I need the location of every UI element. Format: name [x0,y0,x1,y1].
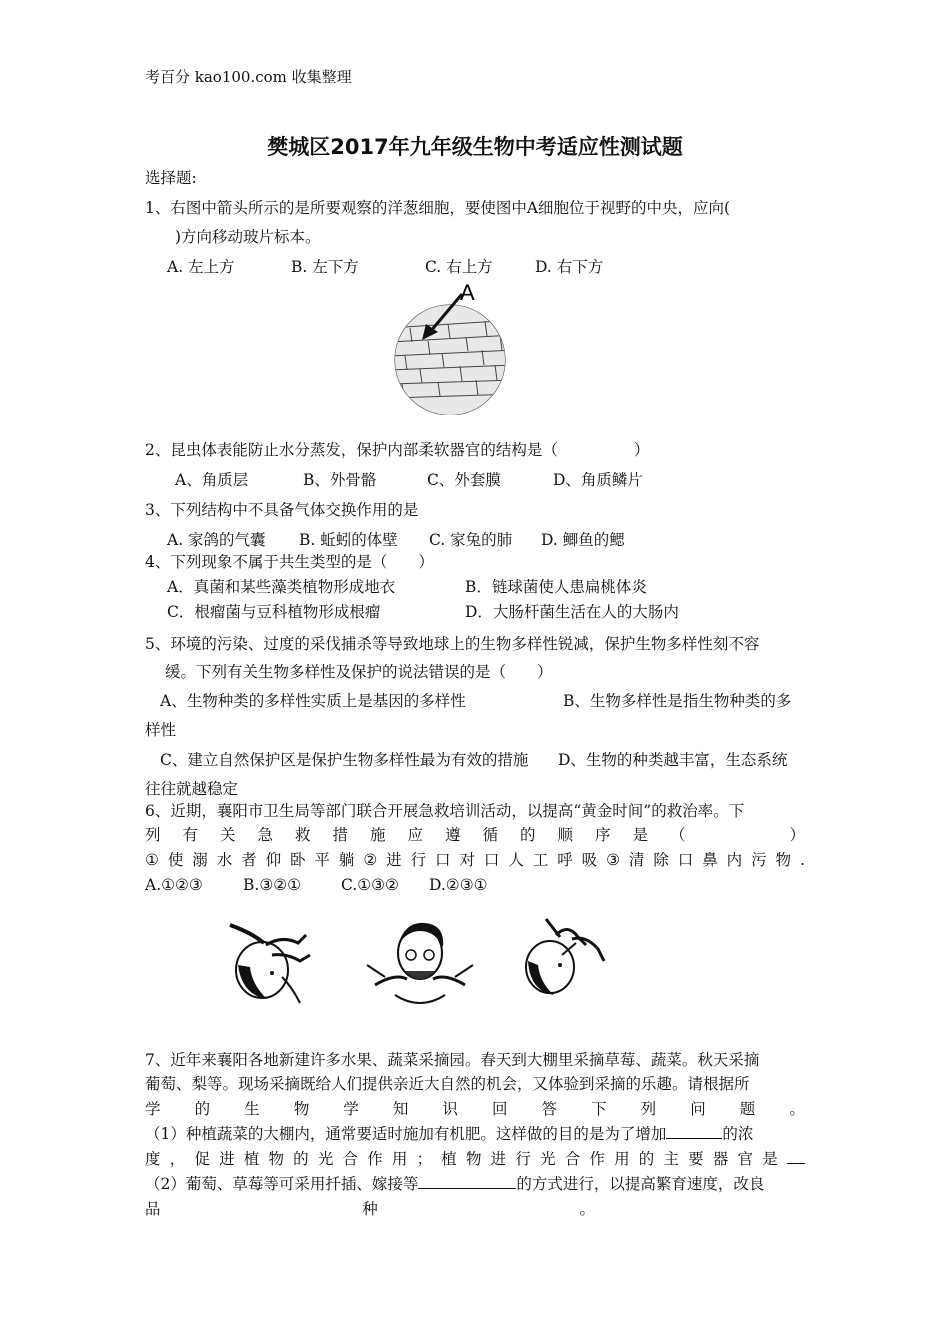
q7-l3-w: 学 [145,1100,161,1118]
q2-options [175,470,643,490]
q6-l3-w: 水 [216,851,233,869]
q6-l2-w: 是 [632,826,649,844]
q5-option-d-line2: 往往就越稳定 [145,780,239,798]
q6-l3-w: 人 [508,851,524,869]
q6-l3-w: 物 [775,851,792,869]
q3-option-b: B. 蚯蚓的体壁 [299,531,398,549]
q7-l5-w: 进 [490,1150,507,1168]
q6-l3-w: 者 [241,851,257,869]
onion-cell-figure [390,280,515,415]
q7-l5-w: 合 [564,1150,581,1168]
page-title: 樊城区2017年九年级生物中考适应性测试题 [267,135,683,159]
q7-l3-w: 问 [690,1100,706,1118]
q2-option-a: A、角质层 [175,471,249,489]
q7-l5-w: 器 [712,1150,729,1168]
q5-option-c: C、建立自然保护区是保护生物多样性最为有效的措施 [160,751,529,769]
q5-option-b-line1: B、生物多样性是指生物种类的多 [563,692,792,710]
first-aid-figure-3 [516,915,608,1007]
q1-stem-line1: 1、右图中箭头所示的是所要观察的洋葱细胞，要使图中A细胞位于视野的中央，应向( [145,199,731,217]
q6-l3-w: 清 [628,851,645,869]
q6-option-a: A.①②③ [145,876,203,894]
q7-l3-w: 下 [591,1100,607,1118]
q6-l3-w: 口 [677,851,694,869]
q7-part2-text-a: （2）葡萄、草莓等可采用扦插、嫁接等 [145,1175,419,1193]
q7-l3-w: 列 [640,1100,657,1118]
q6-l2-w: 遵 [445,826,461,844]
q2-option-d: D、角质鳞片 [553,471,643,489]
q1-options [167,257,603,277]
q7-part1-line1 [145,1124,753,1144]
q7-part2-line1 [145,1174,764,1194]
q7-l5-w: 物 [465,1150,482,1168]
q7-l5-w: ； [416,1150,433,1168]
q1-option-a: A. 左上方 [167,258,235,276]
q6-option-d: D.②③① [429,876,488,894]
q2-stem-text: 2、昆虫体表能防止水分蒸发，保护内部柔软器官的结构是（ [145,441,558,459]
q2-option-b: B、外骨骼 [303,471,377,489]
q7-l7-w: 品 [145,1200,161,1218]
q6-l3-w: 行 [410,851,427,869]
q2-stem [145,440,649,460]
q7-l5-w: 用 [391,1150,408,1168]
q6-l3-w: 对 [459,851,475,869]
q6-l3-w: 卧 [290,851,306,869]
q3-stem: 3、下列结构中不具备气体交换作用的是 [145,501,419,519]
q7-part1-text-a: （1）种植蔬菜的大棚内，通常要适时施加有机肥。这样做的目的是为了增加 [145,1125,667,1143]
q7-l5-w: 进 [219,1150,235,1168]
q6-l2-w: 的 [520,826,536,844]
q6-l2-w: 急 [257,826,274,844]
q6-stem-line2 [145,825,805,845]
q6-l3-w: 鼻 [702,851,718,869]
q6-l2-w: （ [670,826,686,844]
q3-option-a: A. 家鸽的气囊 [167,531,266,549]
q6-l2-w: 应 [407,826,424,844]
q6-l2-w: 施 [370,826,386,844]
q7-l3-w: 题 [739,1100,756,1118]
q6-l2-w: ） [789,826,805,844]
q5-option-b-line2: 样性 [145,721,177,739]
q5-option-d-line1: D、生物的种类越丰富，生态系统 [558,751,788,769]
q1-option-c: C. 右上方 [425,258,493,276]
q7-part1-line2 [145,1149,805,1169]
q4-option-d: D．大肠杆菌生活在人的大肠内 [465,603,679,621]
q6-l3-w: 除 [653,851,669,869]
q7-l5-w: 植 [441,1150,457,1168]
q4-stem: 4、下列现象不属于共生类型的是（ ） [145,553,434,571]
q4-options-row2 [167,602,679,622]
q6-l3-w: ③ [606,851,620,869]
q7-stem-line2: 葡萄、梨等。现场采摘既给人们提供亲近大自然的机会，又体验到采摘的乐趣。请根据所 [145,1075,750,1093]
q1-option-b: B. 左下方 [291,258,359,276]
q5-stem-line1: 5、环境的污染、过度的采伐捕杀等导致地球上的生物多样性锐减，保护生物多样性刻不容 [145,635,760,653]
figure-label-a: A [460,280,475,305]
q6-l3-w: ② [363,851,378,869]
q6-l2-w: 救 [295,826,311,844]
q7-l5-w: 主 [663,1150,679,1168]
q3-options [167,530,625,550]
q3-option-c: C. 家兔的肺 [429,531,513,549]
q6-l3-w: 呼 [557,851,573,869]
q7-l3-w: 。 [789,1100,805,1118]
q7-l3-w: 物 [293,1100,310,1118]
section-label: 选择题: [145,169,197,187]
q6-l3-w: 仰 [265,851,282,869]
q7-l5-w: 物 [268,1150,284,1168]
answer-blank-3[interactable] [418,1174,516,1189]
q6-l3-w: 躺 [338,851,355,869]
q4-option-a: A．真菌和某些藻类植物形成地衣 [167,578,396,596]
q7-l3-w: 回 [491,1100,508,1118]
q7-l5-w: 是 [762,1150,778,1168]
q5-option-a: A、生物种类的多样性实质上是基因的多样性 [160,692,466,710]
q7-part2-text-b: 的方式进行，以提高繁育速度，改良 [516,1175,765,1193]
q7-l5-w: 的 [293,1150,309,1168]
q7-l5-w: 作 [589,1150,605,1168]
q6-l2-w: 顺 [557,826,574,844]
q6-l2-w: 关 [220,826,236,844]
q7-part1-text-b: 的浓 [722,1125,754,1143]
q7-l5-w: 要 [688,1150,704,1168]
q6-option-b: B.③②① [243,876,302,894]
q7-l5-w: 作 [367,1150,383,1168]
q7-l3-w: 答 [541,1100,558,1118]
q7-l5-w: 植 [243,1150,260,1168]
q6-l2-w: 序 [595,826,611,844]
q7-l5-w: 合 [342,1150,359,1168]
q4-option-b: B．链球菌使人患扁桃体炎 [465,578,647,596]
q7-l5-w: 光 [317,1150,334,1168]
q7-l5-w: 光 [540,1150,556,1168]
q6-l3-w: 口 [435,851,451,869]
q6-l2-w: 列 [145,826,161,844]
q4-option-c: C．根瘤菌与豆科植物形成根瘤 [167,603,381,621]
q6-l3-w: 平 [314,851,330,869]
first-aid-figure-1 [222,915,317,1010]
q7-stem-line1: 7、近年来襄阳各地新建许多水果、蔬菜采摘园。春天到大棚里采摘草莓、蔬菜。秋天采摘 [145,1051,760,1069]
q7-l7-w: 。 [579,1200,595,1218]
q2-stem-end: ） [633,441,650,459]
answer-blank-1[interactable] [666,1124,722,1139]
q3-option-d: D. 鲫鱼的鳃 [541,531,625,549]
q7-l7-w: 种 [362,1200,378,1218]
q7-l5-w: 官 [737,1150,754,1168]
q6-l3-w: 工 [532,851,549,869]
q6-l3-w: 进 [386,851,402,869]
q7-l3-w: 识 [442,1100,458,1118]
q7-l3-w: 学 [343,1100,359,1118]
q6-l2-w: 措 [332,826,349,844]
q6-l3-w: 污 [751,851,767,869]
q1-option-d: D. 右下方 [535,258,604,276]
q7-stem-line3 [145,1099,805,1119]
q4-options-row1 [167,577,647,597]
q7-l5-w: ， [169,1150,186,1168]
q7-l5-w: 度 [145,1150,161,1168]
q6-l2-w: 有 [182,826,199,844]
q6-l3-w: . [799,851,805,869]
page-header: 考百分 kao100.com 收集整理 [145,68,352,86]
q7-l3-w: 的 [194,1100,211,1118]
first-aid-figure-2 [365,915,475,1013]
q7-l5-w: 促 [194,1150,210,1168]
answer-blank-2[interactable] [787,1149,805,1164]
q6-l3-w: 使 [167,851,184,869]
q7-l3-w: 知 [392,1100,409,1118]
q6-l2-w: 循 [482,826,499,844]
q7-l5-w: 的 [638,1150,655,1168]
q6-l3-w: 内 [726,851,743,869]
q6-stem-line3 [145,850,805,870]
q6-option-c: C.①③② [341,876,399,894]
q5-stem-line2: 缓。下列有关生物多样性及保护的说法错误的是（ ） [165,663,553,681]
q6-l3-w: 口 [483,851,500,869]
q7-l5-w: 行 [515,1150,531,1168]
q2-option-c: C、外套膜 [427,471,501,489]
q1-stem-line2: )方向移动玻片标本。 [175,228,321,246]
q6-stem-line1: 6、近期，襄阳市卫生局等部门联合开展急救培训活动，以提高“黄金时间”的救治率。下 [145,802,745,820]
q7-l5-w: 用 [614,1150,630,1168]
q6-l3-w: 吸 [581,851,598,869]
q6-options [145,875,488,895]
q6-l3-w: ① [145,851,159,869]
q6-l3-w: 溺 [192,851,208,869]
q7-part2-line2 [145,1199,595,1219]
q7-l3-w: 生 [244,1100,260,1118]
